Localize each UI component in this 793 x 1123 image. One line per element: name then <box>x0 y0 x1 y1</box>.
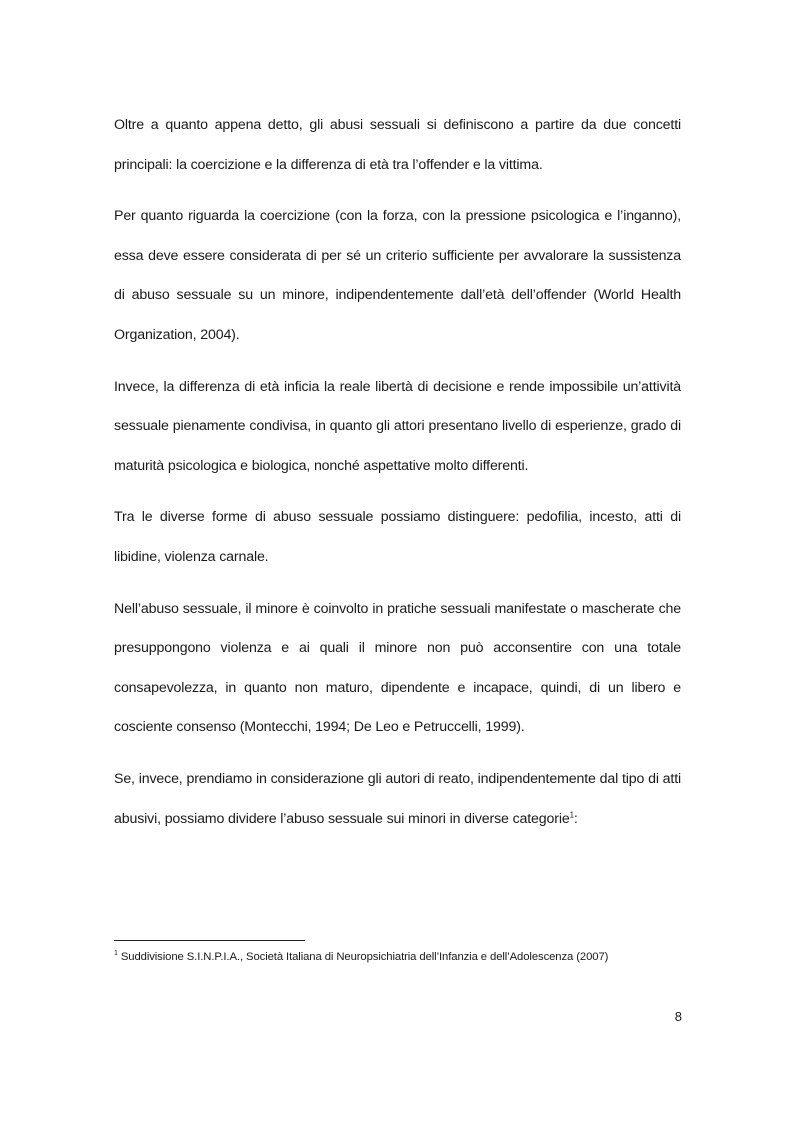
footnote-text: Suddivisione S.I.N.P.I.A., Società Italiana di Neuropsichiatria dell’Infanzia e dell’Adolescenza (2007) <box>117 951 609 963</box>
page-number: 8 <box>674 1009 682 1024</box>
footnote-separator <box>114 940 305 941</box>
paragraph-1: Oltre a quanto appena detto, gli abusi sessuali si definiscono a partire da due concetti principali: la coercizione e la differenza di età tra l’offender e la vittima. <box>114 117 681 173</box>
body-text <box>114 106 681 851</box>
footnote <box>114 949 714 965</box>
paragraph-6-text: Se, invece, prendiamo in considerazione gli autori di reato, indipendentemente dal tipo di atti abusivi, possiamo dividere l’abuso sessuale sui minori in diverse categorie <box>114 770 681 827</box>
paragraph-6-end: : <box>573 810 578 827</box>
footnote-reference[interactable]: 1 <box>569 809 574 819</box>
paragraph-5: Nell’abuso sessuale, il minore è coinvolto in pratiche sessuali manifestate o mascherate che presuppongono violenza e ai quali il minore non può acconsentire con una totale consapevolezza, in quanto non maturo, dipendente e incapace, quindi, di un libero e cosciente consenso (Montecchi, 1994; De Leo e Petruccelli, 1999). <box>114 600 681 736</box>
paragraph-3: Invece, la differenza di età inficia la reale libertà di decisione e rende impossibile un’attività sessuale pienamente condivisa, in quanto gli attori presentano livello di esperienze, grado di maturità psicologica e biologica, nonché aspettative molto differenti. <box>114 378 681 474</box>
footnote-marker: 1 <box>114 950 118 958</box>
paragraph-2: Per quanto riguarda la coercizione (con la forza, con la pressione psicologica e l’inganno), essa deve essere considerata di per sé un criterio sufficiente per avvalorare la sussistenza di abuso sessuale su un minore, indipendentemente dall’età dell’offender (World Health Organization, 2004). <box>114 208 681 343</box>
paragraph-4: Tra le diverse forme di abuso sessuale possiamo distinguere: pedofilia, incesto, atti di libidine, violenza carnale. <box>114 509 681 565</box>
paragraph-6 <box>114 760 681 839</box>
